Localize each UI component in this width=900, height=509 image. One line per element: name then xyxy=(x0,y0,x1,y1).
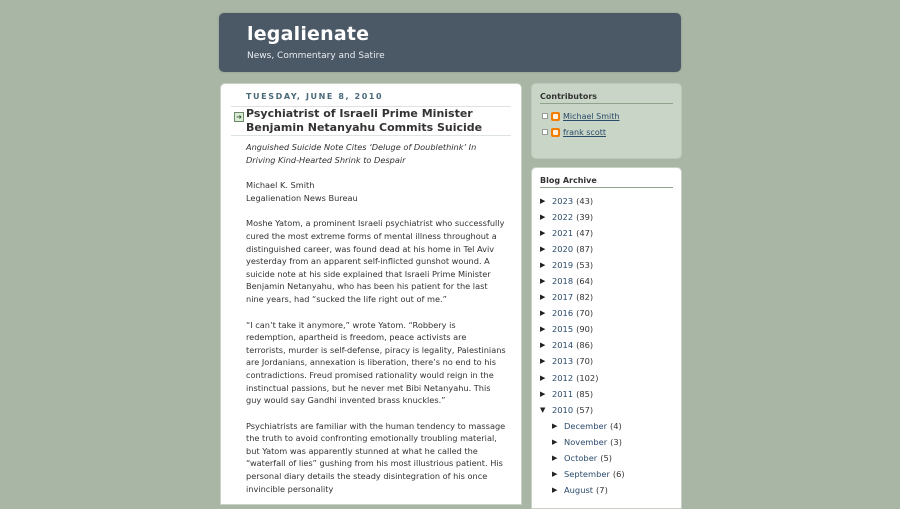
archive-year-item xyxy=(540,355,593,367)
expand-arrow-icon[interactable]: ▶ xyxy=(552,438,558,446)
archive-year-item xyxy=(540,211,593,223)
archive-year-item xyxy=(540,227,593,239)
archive-year-item xyxy=(540,243,593,255)
archive-count: (57) xyxy=(576,405,594,415)
blogger-icon xyxy=(551,112,560,121)
expand-arrow-icon[interactable]: ▶ xyxy=(552,470,558,478)
archive-count: (85) xyxy=(576,389,594,399)
expand-arrow-icon[interactable]: ▶ xyxy=(540,374,546,382)
expand-arrow-icon[interactable]: ▶ xyxy=(540,325,546,333)
archive-month-item xyxy=(552,420,622,432)
archive-count: (70) xyxy=(576,356,594,366)
post-paragraph: Moshe Yatom, a prominent Israeli psychiatrist who successfully cured the most extreme forms of mental illness throughout a distinguished career, was found dead at his home in Tel Aviv yesterday from an apparent self-inflicted gunshot wound. A suicide note at his side explained that Israeli Prime Minister Benjamin Netanyahu, who has been his patient for the last nine years, had “sucked the life right out of me.” xyxy=(246,218,505,304)
archive-count: (39) xyxy=(576,212,594,222)
archive-count: (47) xyxy=(576,228,594,238)
archive-year-link[interactable]: 2012 xyxy=(552,373,574,383)
archive-count: (70) xyxy=(576,308,594,318)
archive-count: (6) xyxy=(612,469,625,479)
archive-count: (64) xyxy=(576,276,594,286)
expand-arrow-icon[interactable]: ▶ xyxy=(552,422,558,430)
contributors-title: Contributors xyxy=(540,92,673,104)
archive-month-link[interactable]: October xyxy=(564,453,598,463)
post-title[interactable]: Psychiatrist of Israeli Prime Minister Benjamin Netanyahu Commits Suicide xyxy=(246,107,483,134)
archive-year-link[interactable]: 2011 xyxy=(552,389,574,399)
archive-year-item xyxy=(540,404,593,416)
contributor-link[interactable]: frank scott xyxy=(563,127,606,137)
archive-year-link[interactable]: 2015 xyxy=(552,324,574,334)
archive-month-link[interactable]: December xyxy=(564,421,608,431)
archive-year-item xyxy=(540,339,593,351)
post-body xyxy=(246,141,506,505)
archive-year-link[interactable]: 2017 xyxy=(552,292,574,302)
bullet-icon xyxy=(542,129,548,135)
blog-title[interactable]: legalienate xyxy=(247,23,370,45)
blog-description: News, Commentary and Satire xyxy=(247,51,385,61)
archive-month-link[interactable]: November xyxy=(564,437,608,447)
archive-month-item xyxy=(552,484,608,496)
archive-count: (43) xyxy=(576,196,594,206)
post-byline xyxy=(246,179,506,204)
archive-year-item xyxy=(540,259,593,271)
archive-month-link[interactable]: September xyxy=(564,469,610,479)
archive-count: (87) xyxy=(576,244,594,254)
archive-count: (3) xyxy=(610,437,622,447)
archive-count: (86) xyxy=(576,340,594,350)
contributor-item xyxy=(542,110,619,122)
archive-year-link[interactable]: 2018 xyxy=(552,276,574,286)
archive-year-link[interactable]: 2021 xyxy=(552,228,574,238)
archive-count: (102) xyxy=(576,373,599,383)
archive-year-link[interactable]: 2013 xyxy=(552,356,574,366)
archive-year-item xyxy=(540,195,593,207)
expand-arrow-icon[interactable]: ▶ xyxy=(552,454,558,462)
expand-arrow-icon[interactable]: ▶ xyxy=(540,197,546,205)
archive-count: (53) xyxy=(576,260,594,270)
archive-count: (4) xyxy=(610,421,622,431)
expand-arrow-icon[interactable]: ▶ xyxy=(540,213,546,221)
main-column xyxy=(220,83,522,505)
byline-org: Legalienation News Bureau xyxy=(246,192,358,203)
contributors-widget xyxy=(531,83,682,159)
expand-arrow-icon[interactable]: ▶ xyxy=(540,261,546,269)
archive-count: (90) xyxy=(576,324,594,334)
archive-year-item xyxy=(540,372,598,384)
archive-year-item xyxy=(540,388,593,400)
archive-title: Blog Archive xyxy=(540,176,673,188)
contributor-item xyxy=(542,126,606,138)
post-date: TUESDAY, JUNE 8, 2010 xyxy=(246,92,384,101)
blog-header xyxy=(219,13,681,72)
divider xyxy=(231,135,511,136)
archive-year-link[interactable]: 2016 xyxy=(552,308,574,318)
archive-month-item xyxy=(552,436,622,448)
post-arrow-icon: ➜ xyxy=(234,112,244,122)
post-paragraph: Psychiatrists are familiar with the human tendency to massage the truth to avoid confronting emotionally troubling material, but Yatom was apparently stunned at what he called the “waterfall of lies” gushing from his most illustrious patient. His personal diary details the steady disintegration of his once invincible personality xyxy=(246,420,506,494)
archive-year-link[interactable]: 2010 xyxy=(552,405,574,415)
archive-year-item xyxy=(540,307,593,319)
archive-year-item xyxy=(540,275,593,287)
expand-arrow-icon[interactable]: ▶ xyxy=(540,277,546,285)
bullet-icon xyxy=(542,113,548,119)
archive-count: (82) xyxy=(576,292,594,302)
expand-arrow-icon[interactable]: ▶ xyxy=(552,486,558,494)
expand-arrow-icon[interactable]: ▶ xyxy=(540,390,546,398)
archive-year-link[interactable]: 2019 xyxy=(552,260,574,270)
archive-count: (7) xyxy=(596,485,608,495)
expand-arrow-icon[interactable]: ▶ xyxy=(540,229,546,237)
expand-arrow-icon[interactable]: ▶ xyxy=(540,357,546,365)
blog-archive-widget xyxy=(531,167,682,509)
archive-year-item xyxy=(540,323,593,335)
archive-month-item xyxy=(552,468,625,480)
archive-month-link[interactable]: August xyxy=(564,485,594,495)
byline-author: Michael K. Smith xyxy=(246,180,315,191)
expand-arrow-icon[interactable]: ▶ xyxy=(540,293,546,301)
expand-arrow-icon[interactable]: ▶ xyxy=(540,341,546,349)
archive-year-link[interactable]: 2023 xyxy=(552,196,574,206)
expand-arrow-icon[interactable]: ▶ xyxy=(540,245,546,253)
expand-arrow-icon[interactable]: ▶ xyxy=(540,309,546,317)
post-subtitle: Anguished Suicide Note Cites ‘Deluge of Doublethink’ In Driving Kind-Hearted Shrink to Despair xyxy=(246,142,477,165)
archive-year-link[interactable]: 2022 xyxy=(552,212,574,222)
blogger-icon xyxy=(551,128,560,137)
archive-month-item xyxy=(552,452,612,464)
post-paragraph: “I can’t take it anymore,” wrote Yatom. “Robbery is redemption, apartheid is freedom, peace activists are terrorists, murder is self-defense, piracy is legality, Palestinians are Jordanians, annexation is liberation, there’s no end to his contradictions. Freud promised rationality would reign in the instinctual passions, but he never met Bibi Netanyahu. This guy would say Gandhi invented brass knuckles.” xyxy=(246,319,506,406)
contributor-link[interactable]: Michael Smith xyxy=(563,111,620,121)
collapse-arrow-icon[interactable]: ▼ xyxy=(540,406,546,414)
archive-year-link[interactable]: 2020 xyxy=(552,244,574,254)
archive-year-link[interactable]: 2014 xyxy=(552,340,574,350)
archive-count: (5) xyxy=(600,453,612,463)
archive-year-item xyxy=(540,291,593,303)
